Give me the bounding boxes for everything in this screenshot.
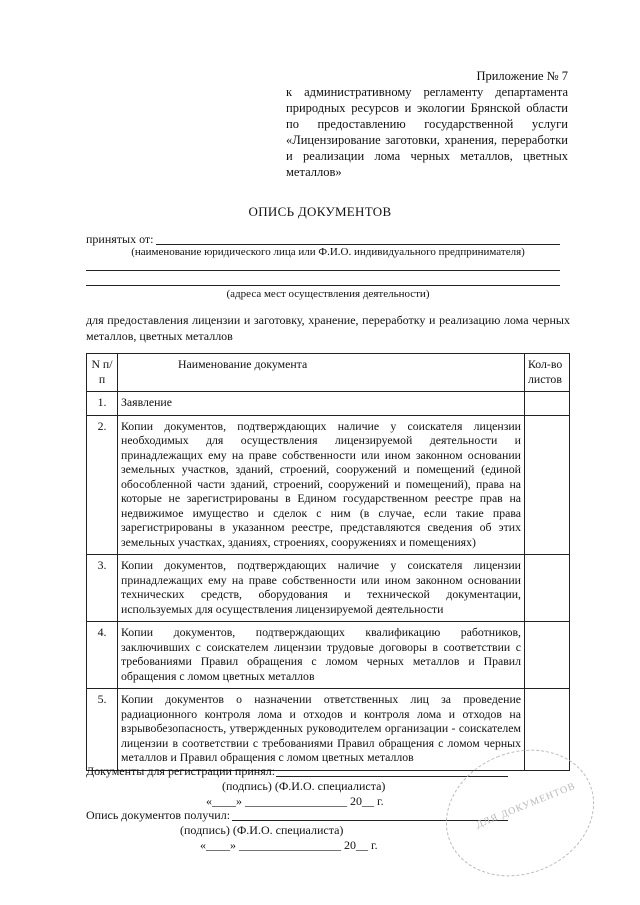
row-count	[525, 555, 570, 622]
appendix-header	[286, 68, 568, 180]
got-label: Опись документов получил:	[86, 808, 231, 822]
page-title: ОПИСЬ ДОКУМЕНТОВ	[248, 204, 392, 219]
address-line	[86, 285, 560, 286]
appendix-number: Приложение № 7	[476, 69, 568, 83]
row-num: 4.	[87, 622, 118, 689]
header-num: N п/п	[87, 354, 118, 392]
purpose-text: для предоставления лицензии и заготовку, хранение, переработку и реализацию лома черных металлов, цветных металлов	[86, 313, 570, 343]
applicant-name-line	[156, 244, 560, 245]
row-count	[525, 415, 570, 555]
got-date: «____» _________________ 20__ г.	[200, 838, 378, 852]
row-count	[525, 392, 570, 416]
applicant-line-2	[86, 270, 560, 271]
row-num: 2.	[87, 415, 118, 555]
row-name: Копии документов, подтверждающих наличие у соискателя лицензии принадлежащих ему на праве собственности или ином законном основании технических средств, оборудования и технической документации, используемых для осуществления лицензируемой деятельности	[118, 555, 525, 622]
appendix-text: к административному регламенту департамента природных ресурсов и экологии Брянской области по предоставлению государственной услуги «Лицензирование заготовки, хранения, переработки и реализации лома черных металлов, цветных металлов»	[286, 85, 568, 179]
table-row	[87, 622, 570, 689]
table-row	[87, 555, 570, 622]
header-name: Наименование документа	[118, 354, 525, 392]
row-name: Копии документов о назначении ответственных лиц за проведение радиационного контроля лома и отходов и контроля лома и отходов на взрывобезопасность, утвержденных руководителем организации - соискателем лицензии в соответствии с требованиями Правил обращения с ломом черных металлов и Правил обращения с ломом цветных металлов	[118, 689, 525, 771]
row-num: 5.	[87, 689, 118, 771]
table-row	[87, 392, 570, 416]
row-name: Копии документов, подтверждающих квалификацию работников, заключивших с соискателем лицензии трудовые договоры в соответствии с требованиями Правил обращения с ломом черных металлов и Правил обращения с ломом цветных металлов	[118, 622, 525, 689]
row-name: Копии документов, подтверждающих наличие у соискателя лицензии необходимых для осуществления лицензируемой деятельности и принадлежащих ему на праве собственности или ином законном основании земельных участков, зданий, строений, сооружений и помещений (единой обособленной части зданий, строений, сооружений и помещений), права на которые не зарегистрированы в Едином государственном реестре прав на недвижимое имущество и сделок с ним (в случае, если такие права зарегистрированы в указанном реестре, представляются сведения об этих земельных участках, зданиях, строениях, сооружениях и помещениях)	[118, 415, 525, 555]
row-name: Заявление	[118, 392, 525, 416]
documents-table	[86, 353, 570, 771]
received-caption: (подпись) (Ф.И.О. специалиста)	[222, 779, 386, 793]
address-caption: (адреса мест осуществления деятельности)	[226, 288, 430, 300]
header-count: Кол-во листов	[525, 354, 570, 392]
received-date: «____» _________________ 20__ г.	[206, 794, 384, 808]
received-label: Документы для регистрации принял:	[86, 764, 276, 778]
row-num: 3.	[87, 555, 118, 622]
stamp-text: ДЛЯ ДОКУМЕНТОВ	[474, 780, 578, 831]
got-caption: (подпись) (Ф.И.О. специалиста)	[180, 823, 344, 837]
row-count	[525, 622, 570, 689]
table-header-row	[87, 354, 570, 392]
row-num: 1.	[87, 392, 118, 416]
table-row	[87, 415, 570, 555]
applicant-name-caption: (наименование юридического лица или Ф.И.О. индивидуального предпринимателя)	[131, 246, 525, 258]
accepted-from-label: принятых от:	[86, 232, 154, 246]
